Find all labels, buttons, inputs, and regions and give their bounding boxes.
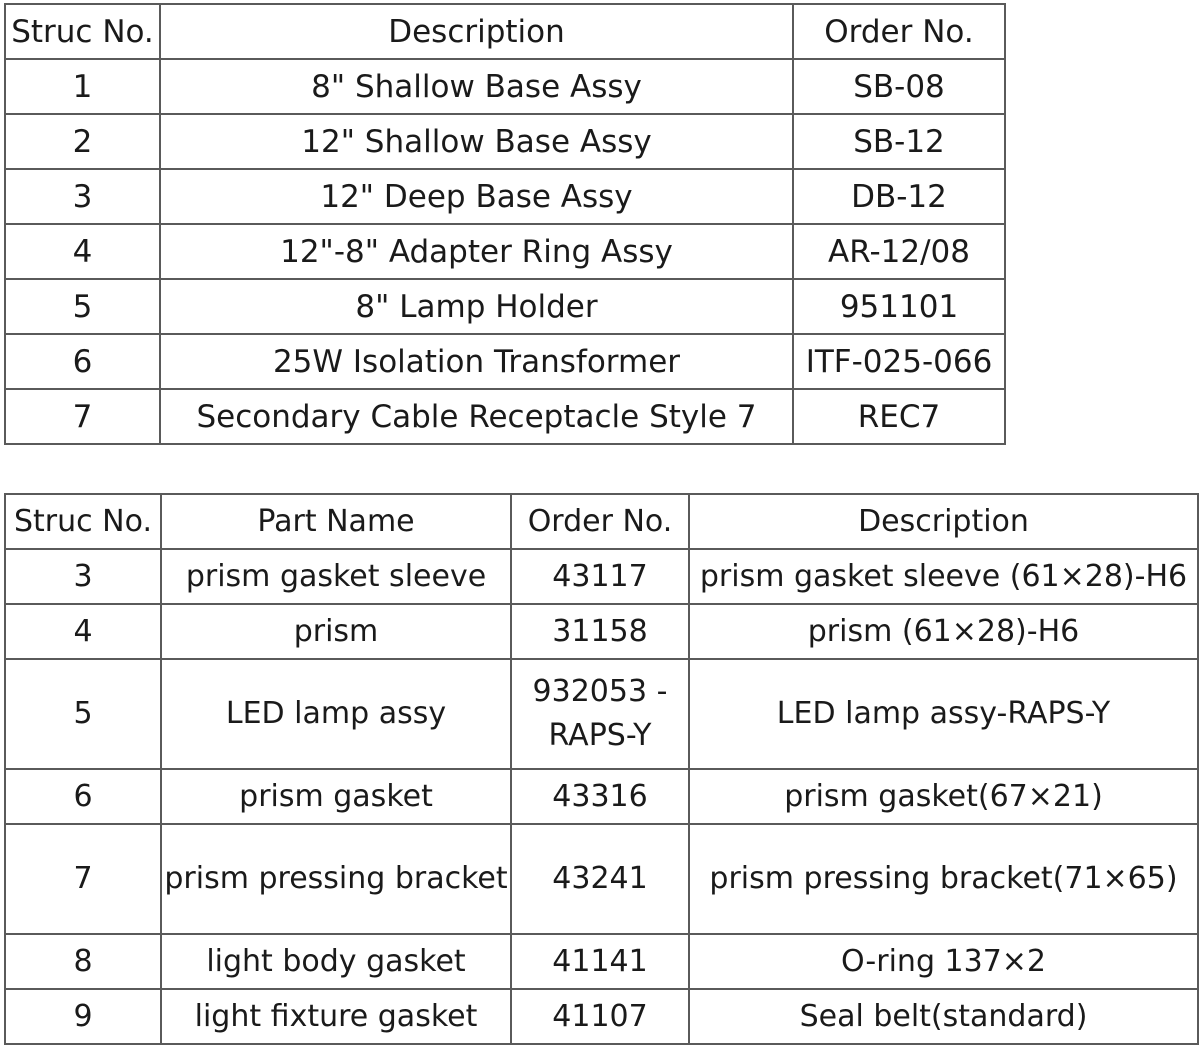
table-row bbox=[5, 989, 1198, 1044]
description-cell: 12" Deep Base Assy bbox=[160, 169, 793, 224]
order-no-cell: SB-12 bbox=[793, 114, 1005, 169]
part-name-cell: prism gasket sleeve bbox=[161, 549, 511, 604]
description-cell: 25W Isolation Transformer bbox=[160, 334, 793, 389]
order-no-cell: AR-12/08 bbox=[793, 224, 1005, 279]
table-row bbox=[5, 604, 1198, 659]
assembly-table bbox=[4, 3, 1006, 445]
order-no-cell: 932053 -RAPS-Y bbox=[511, 659, 689, 769]
table-row bbox=[5, 824, 1198, 934]
struc-no-cell: 9 bbox=[5, 989, 161, 1044]
table-row bbox=[5, 224, 1005, 279]
description-cell: 8" Shallow Base Assy bbox=[160, 59, 793, 114]
header-part-name: Part Name bbox=[161, 494, 511, 549]
struc-no-cell: 1 bbox=[5, 59, 160, 114]
part-name-cell: prism pressing bracket bbox=[161, 824, 511, 934]
description-cell: prism gasket sleeve (61×28)-H6 bbox=[689, 549, 1198, 604]
table-row bbox=[5, 279, 1005, 334]
order-no-cell: SB-08 bbox=[793, 59, 1005, 114]
struc-no-cell: 3 bbox=[5, 549, 161, 604]
order-no-cell: 31158 bbox=[511, 604, 689, 659]
table-row bbox=[5, 769, 1198, 824]
description-cell: 12" Shallow Base Assy bbox=[160, 114, 793, 169]
header-description: Description bbox=[689, 494, 1198, 549]
struc-no-cell: 7 bbox=[5, 824, 161, 934]
struc-no-cell: 3 bbox=[5, 169, 160, 224]
order-no-cell: DB-12 bbox=[793, 169, 1005, 224]
table-row bbox=[5, 659, 1198, 769]
header-struc-no: Struc No. bbox=[5, 494, 161, 549]
header-struc-no: Struc No. bbox=[5, 4, 160, 59]
order-no-cell: REC7 bbox=[793, 389, 1005, 444]
table-row bbox=[5, 549, 1198, 604]
part-name-cell: prism gasket bbox=[161, 769, 511, 824]
header-row bbox=[5, 494, 1198, 549]
description-cell: O-ring 137×2 bbox=[689, 934, 1198, 989]
order-no-cell: 43316 bbox=[511, 769, 689, 824]
description-cell: 12"-8" Adapter Ring Assy bbox=[160, 224, 793, 279]
table-row bbox=[5, 389, 1005, 444]
struc-no-cell: 2 bbox=[5, 114, 160, 169]
header-order-no: Order No. bbox=[793, 4, 1005, 59]
struc-no-cell: 8 bbox=[5, 934, 161, 989]
header-order-no: Order No. bbox=[511, 494, 689, 549]
order-no-cell: 41141 bbox=[511, 934, 689, 989]
parts-table bbox=[4, 493, 1199, 1045]
struc-no-cell: 5 bbox=[5, 279, 160, 334]
table-row bbox=[5, 934, 1198, 989]
struc-no-cell: 6 bbox=[5, 769, 161, 824]
description-cell: Seal belt(standard) bbox=[689, 989, 1198, 1044]
table-row bbox=[5, 334, 1005, 389]
description-cell: prism pressing bracket(71×65) bbox=[689, 824, 1198, 934]
order-no-cell: 41107 bbox=[511, 989, 689, 1044]
order-no-cell: 43117 bbox=[511, 549, 689, 604]
header-description: Description bbox=[160, 4, 793, 59]
table-row bbox=[5, 59, 1005, 114]
struc-no-cell: 6 bbox=[5, 334, 160, 389]
description-cell: prism gasket(67×21) bbox=[689, 769, 1198, 824]
part-name-cell: prism bbox=[161, 604, 511, 659]
part-name-cell: light fixture gasket bbox=[161, 989, 511, 1044]
description-cell: LED lamp assy-RAPS-Y bbox=[689, 659, 1198, 769]
description-cell: 8" Lamp Holder bbox=[160, 279, 793, 334]
table-row bbox=[5, 169, 1005, 224]
struc-no-cell: 5 bbox=[5, 659, 161, 769]
order-no-cell: 951101 bbox=[793, 279, 1005, 334]
order-no-cell: 43241 bbox=[511, 824, 689, 934]
description-cell: prism (61×28)-H6 bbox=[689, 604, 1198, 659]
description-cell: Secondary Cable Receptacle Style 7 bbox=[160, 389, 793, 444]
struc-no-cell: 7 bbox=[5, 389, 160, 444]
table-row bbox=[5, 114, 1005, 169]
part-name-cell: light body gasket bbox=[161, 934, 511, 989]
header-row bbox=[5, 4, 1005, 59]
struc-no-cell: 4 bbox=[5, 604, 161, 659]
struc-no-cell: 4 bbox=[5, 224, 160, 279]
order-no-cell: ITF-025-066 bbox=[793, 334, 1005, 389]
part-name-cell: LED lamp assy bbox=[161, 659, 511, 769]
